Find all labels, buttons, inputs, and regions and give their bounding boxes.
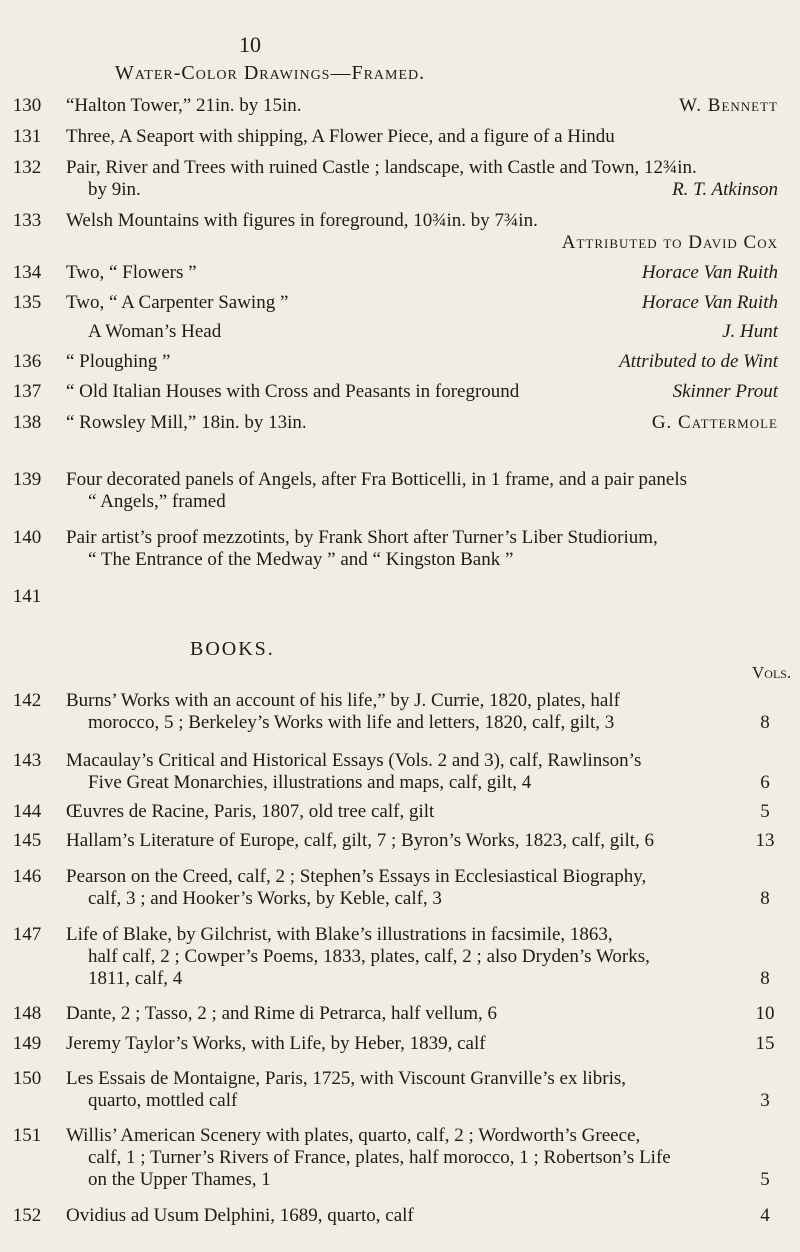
entry-text: Burns’ Works with an account of his life,” by J. Currie, 1820, plates, half [66,690,620,711]
entry-text-cont: calf, 1 ; Turner’s Rivers of France, plates, half morocco, 1 ; Robertson’s Life [88,1147,671,1168]
entry-text: Two, “ A Carpenter Sawing ” [66,292,289,313]
volume-count: 8 [760,712,770,733]
entry-text: Two, “ Flowers ” [66,262,197,283]
lot-number: 147 [12,924,42,945]
entry-text: A Woman’s Head [88,321,222,342]
artist-attribution: Horace Van Ruith [641,292,778,313]
entry-text: Macaulay’s Critical and Historical Essays (Vols. 2 and 3), calf, Rawlinson’s [66,750,642,771]
artist-attribution: Horace Van Ruith [641,262,778,283]
lot-number: 145 [12,830,42,851]
entry-text: Les Essais de Montaigne, Paris, 1725, with Viscount Granville’s ex libris, [66,1068,626,1089]
volume-count: 3 [760,1090,770,1111]
entry-text: Dante, 2 ; Tasso, 2 ; and Rime di Petrarca, half vellum, 6 [66,1003,497,1024]
entry-text-cont: half calf, 2 ; Cowper’s Poems, 1833, plates, calf, 2 ; also Dryden’s Works, [88,946,650,967]
lot-number: 130 [12,95,42,116]
entry-text-cont: quarto, mottled calf [88,1090,238,1111]
lot-number: 141 [12,586,42,607]
artist-attribution: Attributed to de Wint [619,351,778,372]
entry-text-cont: by 9in. [88,179,141,200]
volume-count: 13 [755,830,775,851]
lot-number: 136 [12,351,42,372]
volume-count: 8 [760,888,770,909]
entry-text: Four decorated panels of Angels, after Fra Botticelli, in 1 frame, and a pair panels [66,469,687,490]
volume-count: 4 [760,1205,770,1226]
volume-count: 10 [755,1003,775,1024]
lot-number: 133 [12,210,42,231]
artist-attribution: Skinner Prout [672,381,778,402]
page-number: 10 [239,32,261,57]
lot-number: 152 [12,1205,42,1226]
entry-text: “Halton Tower,” 21in. by 15in. [66,95,302,116]
entry-text: Three, A Seaport with shipping, A Flower Piece, and a figure of a Hindu [66,126,615,147]
volume-count: 15 [755,1033,775,1054]
artist-attribution: W. Bennett [679,95,778,116]
lot-number: 134 [12,262,42,283]
books-heading: BOOKS. [190,638,275,660]
entry-text: Jeremy Taylor’s Works, with Life, by Heber, 1839, calf [66,1033,486,1054]
entry-text: Ovidius ad Usum Delphini, 1689, quarto, calf [66,1205,414,1226]
vols-heading: Vols. [752,663,792,682]
entry-text-cont: “ Angels,” framed [88,491,226,512]
entry-text: “ Ploughing ” [66,351,171,372]
artist-attribution: Attributed to David Cox [561,232,778,253]
lot-number: 142 [12,690,42,711]
entry-text: Willis’ American Scenery with plates, quarto, calf, 2 ; Wordworth’s Greece, [66,1125,641,1146]
entry-text: Hallam’s Literature of Europe, calf, gilt, 7 ; Byron’s Works, 1823, calf, gilt, 6 [66,830,655,851]
artist-attribution: J. Hunt [722,321,778,342]
entry-text: Pearson on the Creed, calf, 2 ; Stephen’s Essays in Ecclesiastical Biography, [66,866,647,887]
entry-text: “ Old Italian Houses with Cross and Peasants in foreground [66,381,520,402]
lot-number: 131 [12,126,42,147]
artist-attribution: G. Cattermole [651,412,778,433]
entry-text-cont: 1811, calf, 4 [88,968,183,989]
artist-attribution: R. T. Atkinson [672,179,778,200]
lot-number: 140 [12,527,42,548]
entry-text: “ Rowsley Mill,” 18in. by 13in. [66,412,307,433]
lot-number: 135 [12,292,42,313]
entry-text-cont: on the Upper Thames, 1 [88,1169,271,1190]
lot-number: 149 [12,1033,42,1054]
lot-number: 151 [12,1125,42,1146]
lot-number: 137 [12,381,42,402]
entry-text: Œuvres de Racine, Paris, 1807, old tree calf, gilt [66,801,435,822]
entry-text-cont: morocco, 5 ; Berkeley’s Works with life and letters, 1820, calf, gilt, 3 [88,712,615,733]
volume-count: 5 [760,801,770,822]
entry-text: Pair artist’s proof mezzotints, by Frank Short after Turner’s Liber Studiorium, [66,527,658,548]
entry-text: Welsh Mountains with figures in foreground, 10¾in. by 7¾in. [66,210,538,231]
volume-count: 6 [760,772,770,793]
lot-number: 143 [12,750,42,771]
entry-text: Pair, River and Trees with ruined Castle ; landscape, with Castle and Town, 12¾in. [66,157,697,178]
volume-count: 5 [760,1169,770,1190]
lot-number: 132 [12,157,42,178]
lot-number: 148 [12,1003,42,1024]
entry-text-cont: calf, 3 ; and Hooker’s Works, by Keble, calf, 3 [88,888,442,909]
lot-number: 144 [12,801,42,822]
volume-count: 8 [760,968,770,989]
lot-number: 138 [12,412,42,433]
entry-text-cont: Five Great Monarchies, illustrations and maps, calf, gilt, 4 [88,772,532,793]
entry-text: Life of Blake, by Gilchrist, with Blake’s illustrations in facsimile, 1863, [66,924,613,945]
entry-text-cont: “ The Entrance of the Medway ” and “ Kingston Bank ” [88,549,514,570]
lot-number: 150 [12,1068,42,1089]
lot-number: 146 [12,866,42,887]
lot-number: 139 [12,469,42,490]
section-title: Water-Color Drawings—Framed. [114,62,426,84]
